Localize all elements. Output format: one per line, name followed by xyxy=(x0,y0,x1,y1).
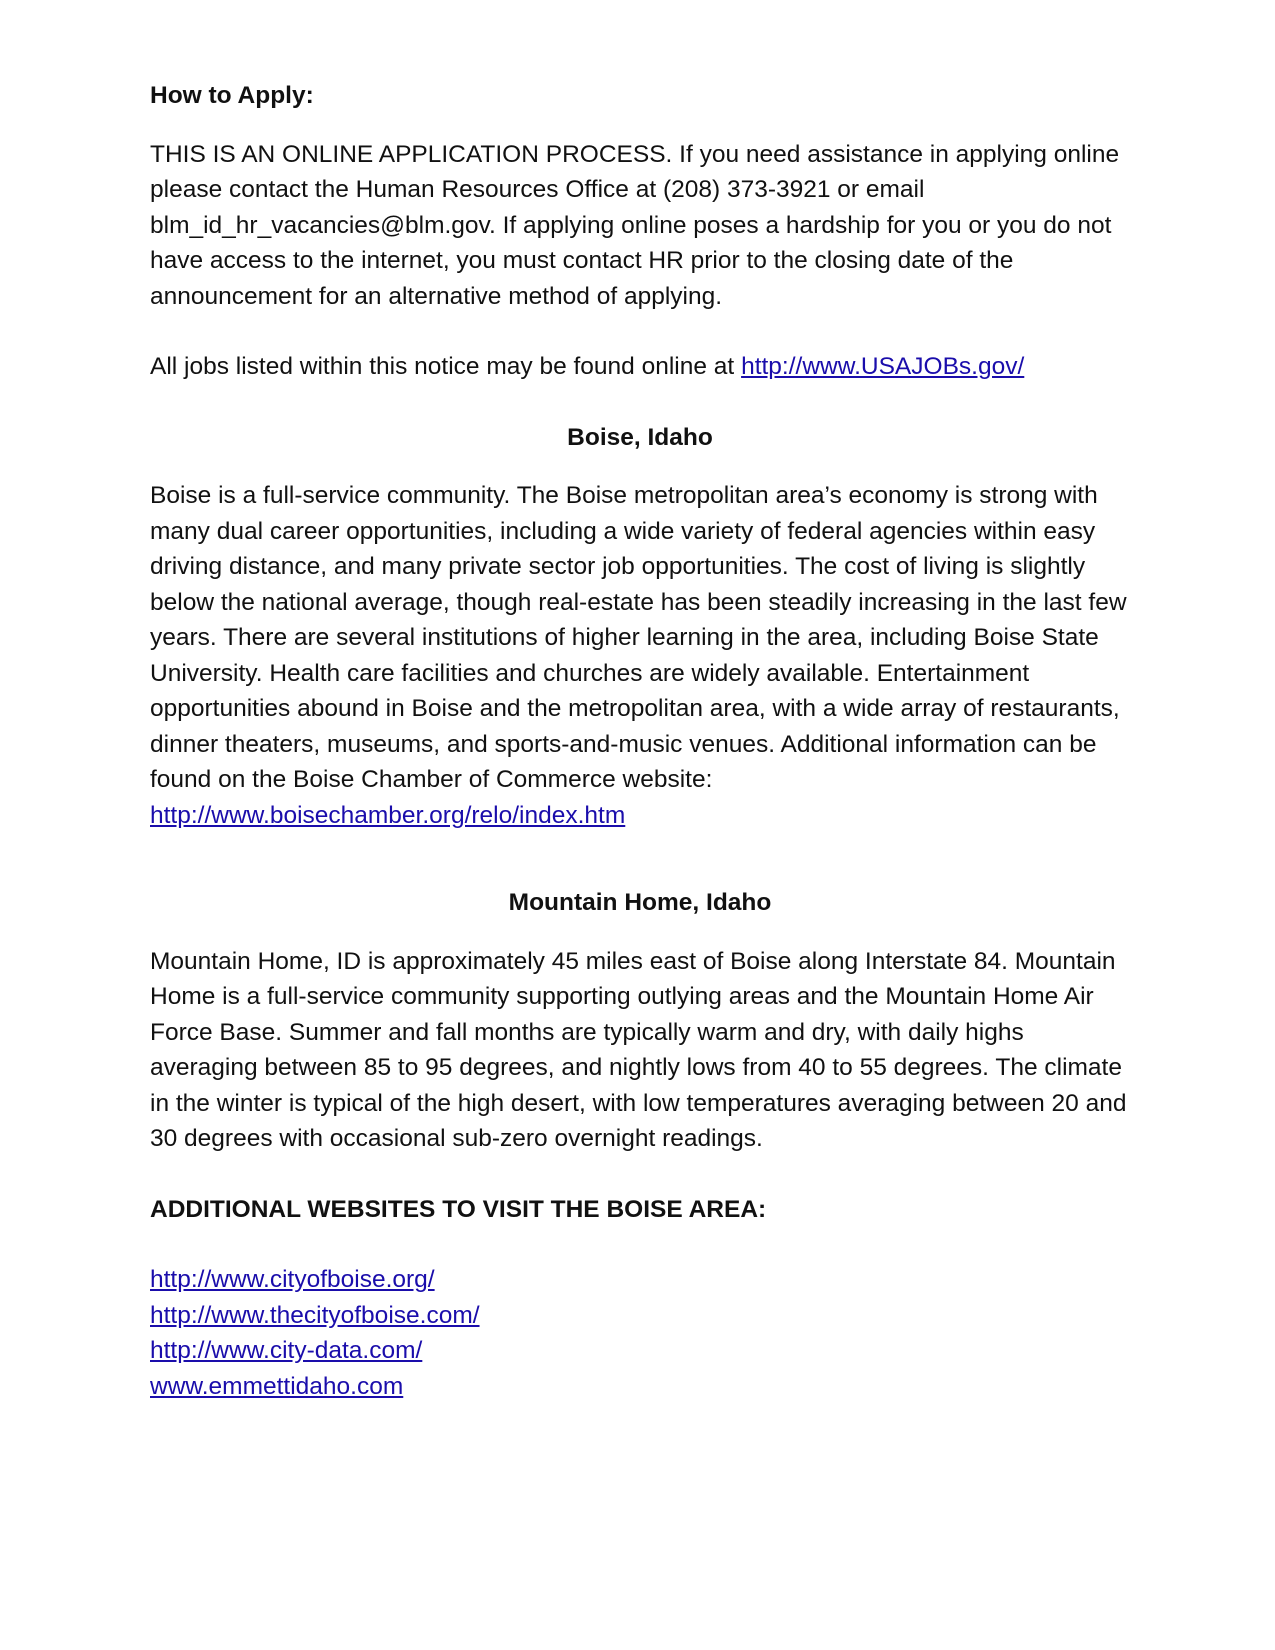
boise-paragraph: Boise is a full-service community. The Boise metropolitan area’s economy is strong with many dual career opportunities, including a wide variety of federal agencies within easy driving distance, and many private sector job opportunities. The cost of living is slightly below the national average, though real-estate has been steadily increasing in the last few years. There are several institutions of higher learning in the area, including Boise State University. Health care facilities and churches are widely available. Entertainment opportunities abound in Boise and the metropolitan area, with a wide array of restaurants, dinner theaters, museums, and sports-and-music venues. Additional information can be found on the Boise Chamber of Commerce website: xyxy=(150,482,1127,793)
usajobs-link[interactable]: http://www.USAJOBs.gov/ xyxy=(741,353,1025,380)
jobs-online-line xyxy=(150,349,1130,385)
boise-heading: Boise, Idaho xyxy=(567,423,713,451)
application-process-paragraph: THIS IS AN ONLINE APPLICATION PROCESS. If you need assistance in applying online please contact the Human Resources Office at (208) 373-3921 or email blm_id_hr_vacancies@blm.gov. If applying online poses a hardship for you or you do not have access to the internet, you must contact HR prior to the closing date of the announcement for an alternative method of applying. xyxy=(150,140,1120,310)
how-to-apply-heading: How to Apply: xyxy=(150,82,314,109)
document-page xyxy=(150,78,1130,1404)
mountain-home-paragraph: Mountain Home, ID is approximately 45 miles east of Boise along Interstate 84. Mountain Home is a full-service community supporting outlying areas and the Mountain Home Air Force Base. Summer and fall months are typically warm and dry, with daily highs averaging between 85 to 95 degrees, and nightly lows from 40 to 55 degrees. The climate in the winter is typical of the high desert, with low temperatures averaging between 20 and 30 degrees with occasional sub-zero overnight readings. xyxy=(150,947,1127,1152)
thecityofboise-link[interactable]: http://www.thecityofboise.com/ xyxy=(150,1301,480,1329)
mountain-home-heading: Mountain Home, Idaho xyxy=(508,889,772,916)
jobs-online-text: All jobs listed within this notice may be found online at xyxy=(150,353,742,380)
boise-chamber-link[interactable]: http://www.boisechamber.org/relo/index.htm xyxy=(150,801,626,829)
boise-chamber-link-line xyxy=(150,798,1130,834)
emmettidaho-link[interactable]: www.emmettidaho.com xyxy=(150,1372,404,1400)
additional-websites-heading: ADDITIONAL WEBSITES TO VISIT THE BOISE AREA: xyxy=(150,1195,767,1223)
additional-websites-list xyxy=(150,1262,1130,1404)
city-data-link[interactable]: http://www.city-data.com/ xyxy=(150,1337,423,1364)
cityofboise-link[interactable]: http://www.cityofboise.org/ xyxy=(150,1266,435,1293)
